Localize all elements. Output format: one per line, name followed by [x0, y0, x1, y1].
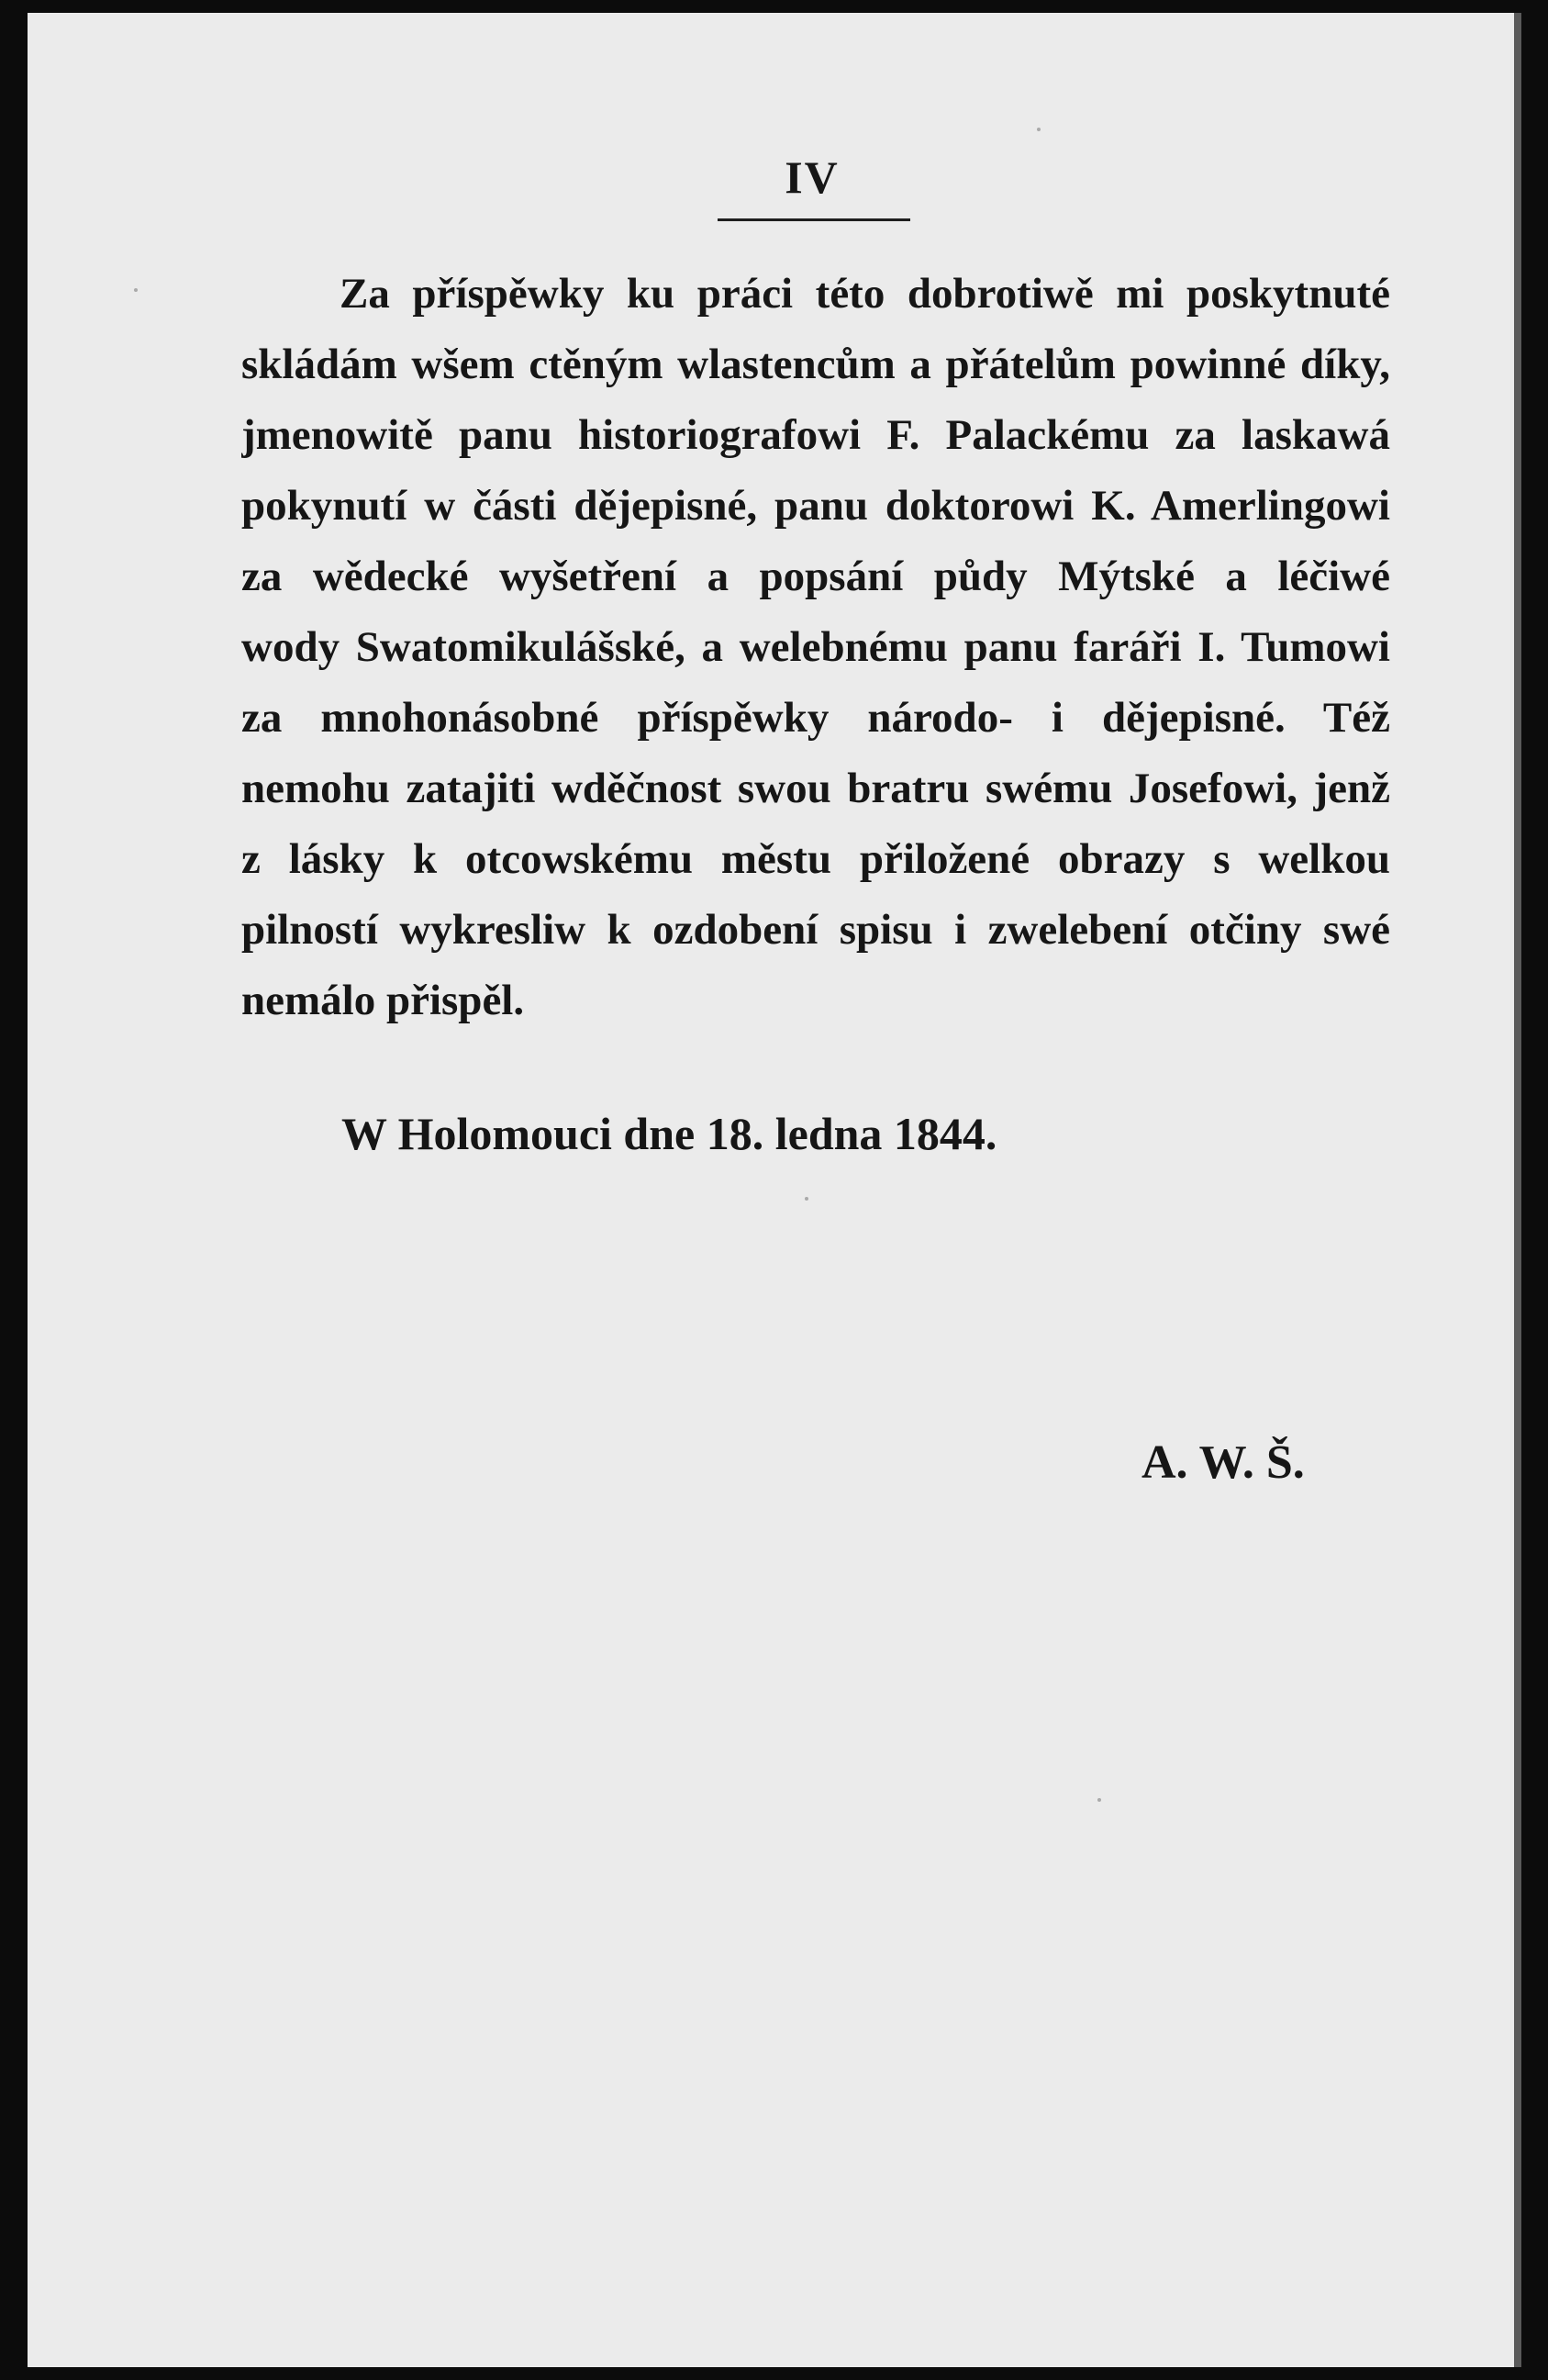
book-page — [28, 13, 1514, 2367]
paragraph-line: pilností wykresliw k ozdobení spisu i zwelebení otčiny swé — [241, 906, 1390, 954]
paragraph-line: pokynutí w části dějepisné, panu doktorowi K. Amerlingowi — [241, 482, 1390, 530]
paragraph-line: jmenowitě panu historiografowi F. Palackému za laskawá — [241, 411, 1390, 459]
paper-speck — [1097, 1798, 1101, 1802]
paragraph-line: nemálo přispěl. — [241, 977, 525, 1024]
date-line: W Holomouci dne 18. ledna 1844. — [341, 1108, 997, 1159]
page-edge-shadow — [1514, 13, 1521, 2367]
paragraph-line: za mnohonásobné příspěwky národo- i dějepisné. Též — [241, 694, 1390, 742]
page-number: IV — [785, 151, 840, 203]
paragraph-line: Za příspěwky ku práci této dobrotiwě mi poskytnuté — [340, 270, 1390, 318]
paper-speck — [1037, 128, 1041, 131]
paper-speck — [805, 1197, 808, 1201]
paragraph-line: wody Swatomikulášské, a welebnému panu faráři I. Tumowi — [241, 623, 1390, 671]
paragraph-line: za wědecké wyšetření a popsání půdy Mýtské a léčiwé — [241, 553, 1390, 600]
paper-speck — [134, 288, 138, 292]
paragraph-line: z lásky k otcowskému městu přiložené obrazy s welkou — [241, 835, 1390, 883]
signature-initials: A. W. Š. — [1142, 1436, 1305, 1489]
paragraph-line: skládám wšem ctěným wlastencům a přátelům powinné díky, — [241, 341, 1390, 388]
paragraph-line: nemohu zatajiti wděčnost swou bratru swému Josefowi, jenž — [241, 765, 1390, 812]
page-number-rule — [718, 218, 910, 221]
